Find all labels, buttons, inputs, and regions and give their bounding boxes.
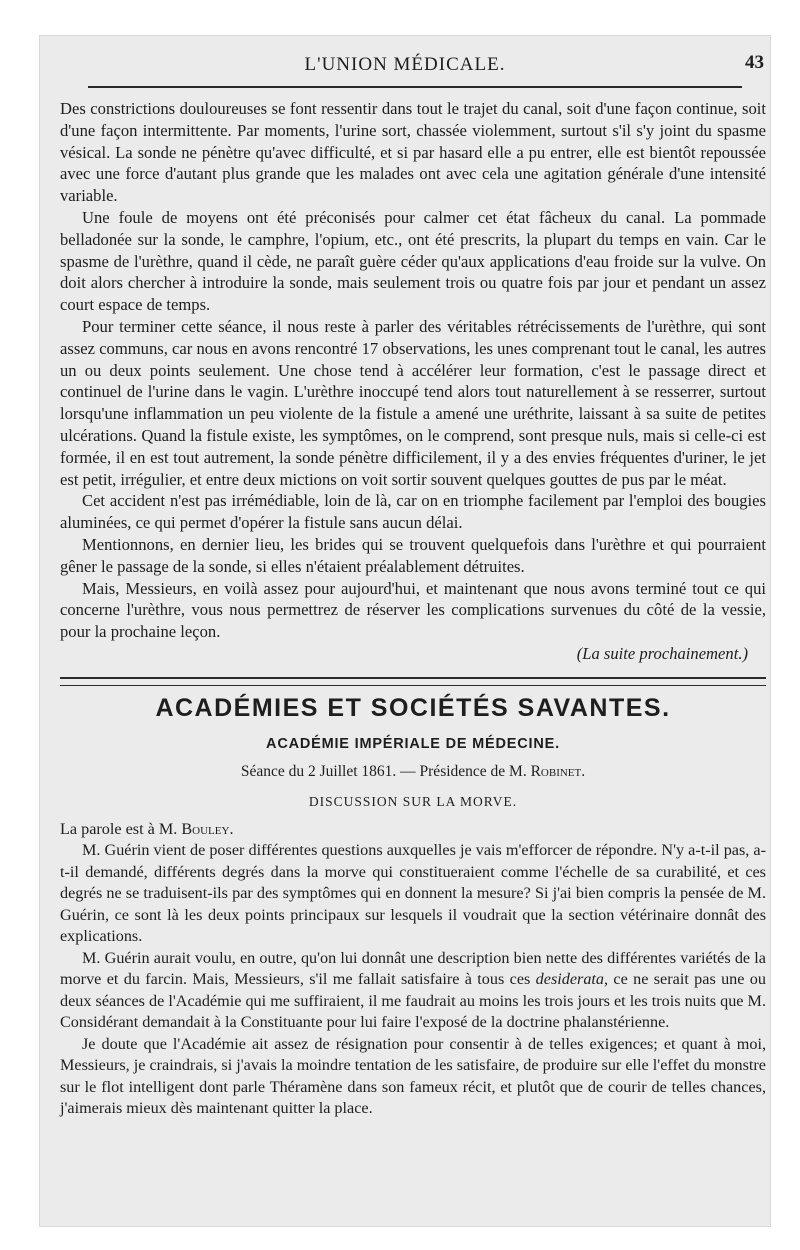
section-title: ACADÉMIES ET SOCIÉTÉS SAVANTES.: [155, 693, 671, 722]
page-header: [40, 48, 770, 82]
section-divider: [60, 677, 766, 686]
lower-paragraph-2: [60, 948, 766, 1034]
subsection-title: ACADÉMIE IMPÉRIALE DE MÉDECINE.: [266, 735, 560, 752]
parole-prefix: La parole est à M.: [60, 819, 182, 838]
lower-paragraph-3: Je doute que l'Académie ait assez de résignation pour consentir à de telles exigences; et quant à moi, Messieurs, je craindrais, si j'avais la moindre tentation de les satisfaire, de produire sur elle l'effet du monstre sur le flot intelligent dont parle Théramène dans son fameux récit, et plutôt que de courir de telles chances, j'aimerais mieux dès maintenant quitter la place.: [60, 1034, 766, 1118]
paragraph-4: Cet accident n'est pas irrémédiable, loin de là, car on en triomphe facilement par l'emploi des bougies aluminées, ce qui permet d'opérer la fistule sans aucun délai.: [60, 491, 766, 533]
newspaper-page: [40, 36, 770, 1226]
suite-note: (La suite prochainement.): [576, 643, 748, 663]
header-rule: [88, 86, 742, 88]
paragraph-5: Mentionnons, en dernier lieu, les brides qui se trouvent quelquefois dans l'urèthre et qui pourraient gêner le passage de la sonde, si elles n'étaient préalablement détruites.: [60, 534, 766, 576]
paragraph-6: Mais, Messieurs, en voilà assez pour aujourd'hui, et maintenant que nous avons terminé tout ce qui concerne l'urèthre, vous nous permettrez de réserver les complications survenues du côté de la vessie, pour la prochaine leçon.: [60, 578, 766, 642]
guerin-before: M. Guérin aurait voulu, en outre, qu'on lui donnât une description bien nette des différentes variétés de la morve et du farcin. Mais, Messieurs, s'il me fallait satisfaire à tous ces: [60, 948, 766, 989]
running-title: L'UNION MÉDICALE.: [304, 54, 506, 75]
parole-suffix: .: [229, 819, 234, 838]
speaker-name: Bouley: [181, 819, 230, 838]
page-number: 43: [745, 52, 764, 73]
seance-line: [60, 761, 766, 783]
lower-paragraph-1: M. Guérin vient de poser différentes questions auxquelles je vais m'efforcer de répondre. N'y a-t-il pas, a-t-il demandé, différents degrés dans la morve qui constitueraient comme l'échelle de sa curabilité, et ces degrés ne se traduisent-ils par des symptômes qui en donnent la mesure? Si j'ai bien compris la pensée de M. Guérin, ce sont là les deux points principaux sur lesquels il voudrait que la section vétérinaire donnât des explications.: [60, 841, 766, 946]
paragraph-3: Pour terminer cette séance, il nous reste à parler des véritables rétrécissements de l'urèthre, qui sont assez communs, car nous en avons rencontré 17 observations, les unes comprenant tout le canal, les autres un ou deux points seulement. Une chose tend à accélérer leur formation, c'est le passage direct et continuel de l'urine dans le vagin. L'urèthre inoccupé tend alors tout naturellement à se resserrer, surtout lorsqu'une inflammation un peu violente de la fistule a amené une uréthrite, laissant à sa suite de petites ulcérations. Quand la fistule existe, les symptômes, on le comprend, sont presque nuls, mais si celle-ci est formée, il en est tout autrement, la sonde pénètre difficilement, il y a des envies fréquentes d'uriner, le jet est petit, irrégulier, et entre deux mictions on voit sortir souvent quelques gouttes de pus par le méat.: [60, 316, 766, 489]
desiderata-italic: desiderata: [535, 970, 605, 989]
paragraph-2: Une foule de moyens ont été préconisés pour calmer cet état fâcheux du canal. La pommade belladonée sur la sonde, le camphre, l'opium, etc., ont été prescrits, la plupart du temps en vain. Car le spasme de l'urèthre, quand il cède, ne paraît guère céder qu'aux applications d'eau froide sur la vulve. On doit alors chercher à introduire la sonde, mais seulement trois ou quatre fois par jour et pendant un assez court espace de temps.: [60, 207, 766, 315]
article-body: [60, 98, 766, 1120]
parole-line: [60, 819, 766, 841]
paragraph-1: Des constrictions douloureuses se font ressentir dans tout le trajet du canal, soit d'une façon continue, soit d'une façon intermittente. Par moments, l'urine sort, chassée violemment, surtout s'il s'y joint du spasme vésical. La sonde ne pénètre qu'avec difficulté, et si par hasard elle a pu entrer, elle est bientôt repoussée avec une force d'autant plus grande que les malades ont avec cela une agitation générale d'une intensité variable.: [60, 99, 766, 206]
president-name: Robinet: [530, 763, 582, 781]
guerin-after: , ce ne serait pas une ou deux séances de l'Académie qui me suffiraient, il me faudrait au moins les trois jours et les trois nuits que M. Considérant demandait à la Constituante pour lui faire l'exposé de la doctrine phalanstérienne.: [60, 970, 766, 1032]
seance-suffix: .: [581, 763, 586, 781]
seance-prefix: Séance du 2 Juillet 1861. — Présidence de M.: [240, 763, 531, 781]
discussion-title: DISCUSSION SUR LA MORVE.: [308, 794, 518, 810]
